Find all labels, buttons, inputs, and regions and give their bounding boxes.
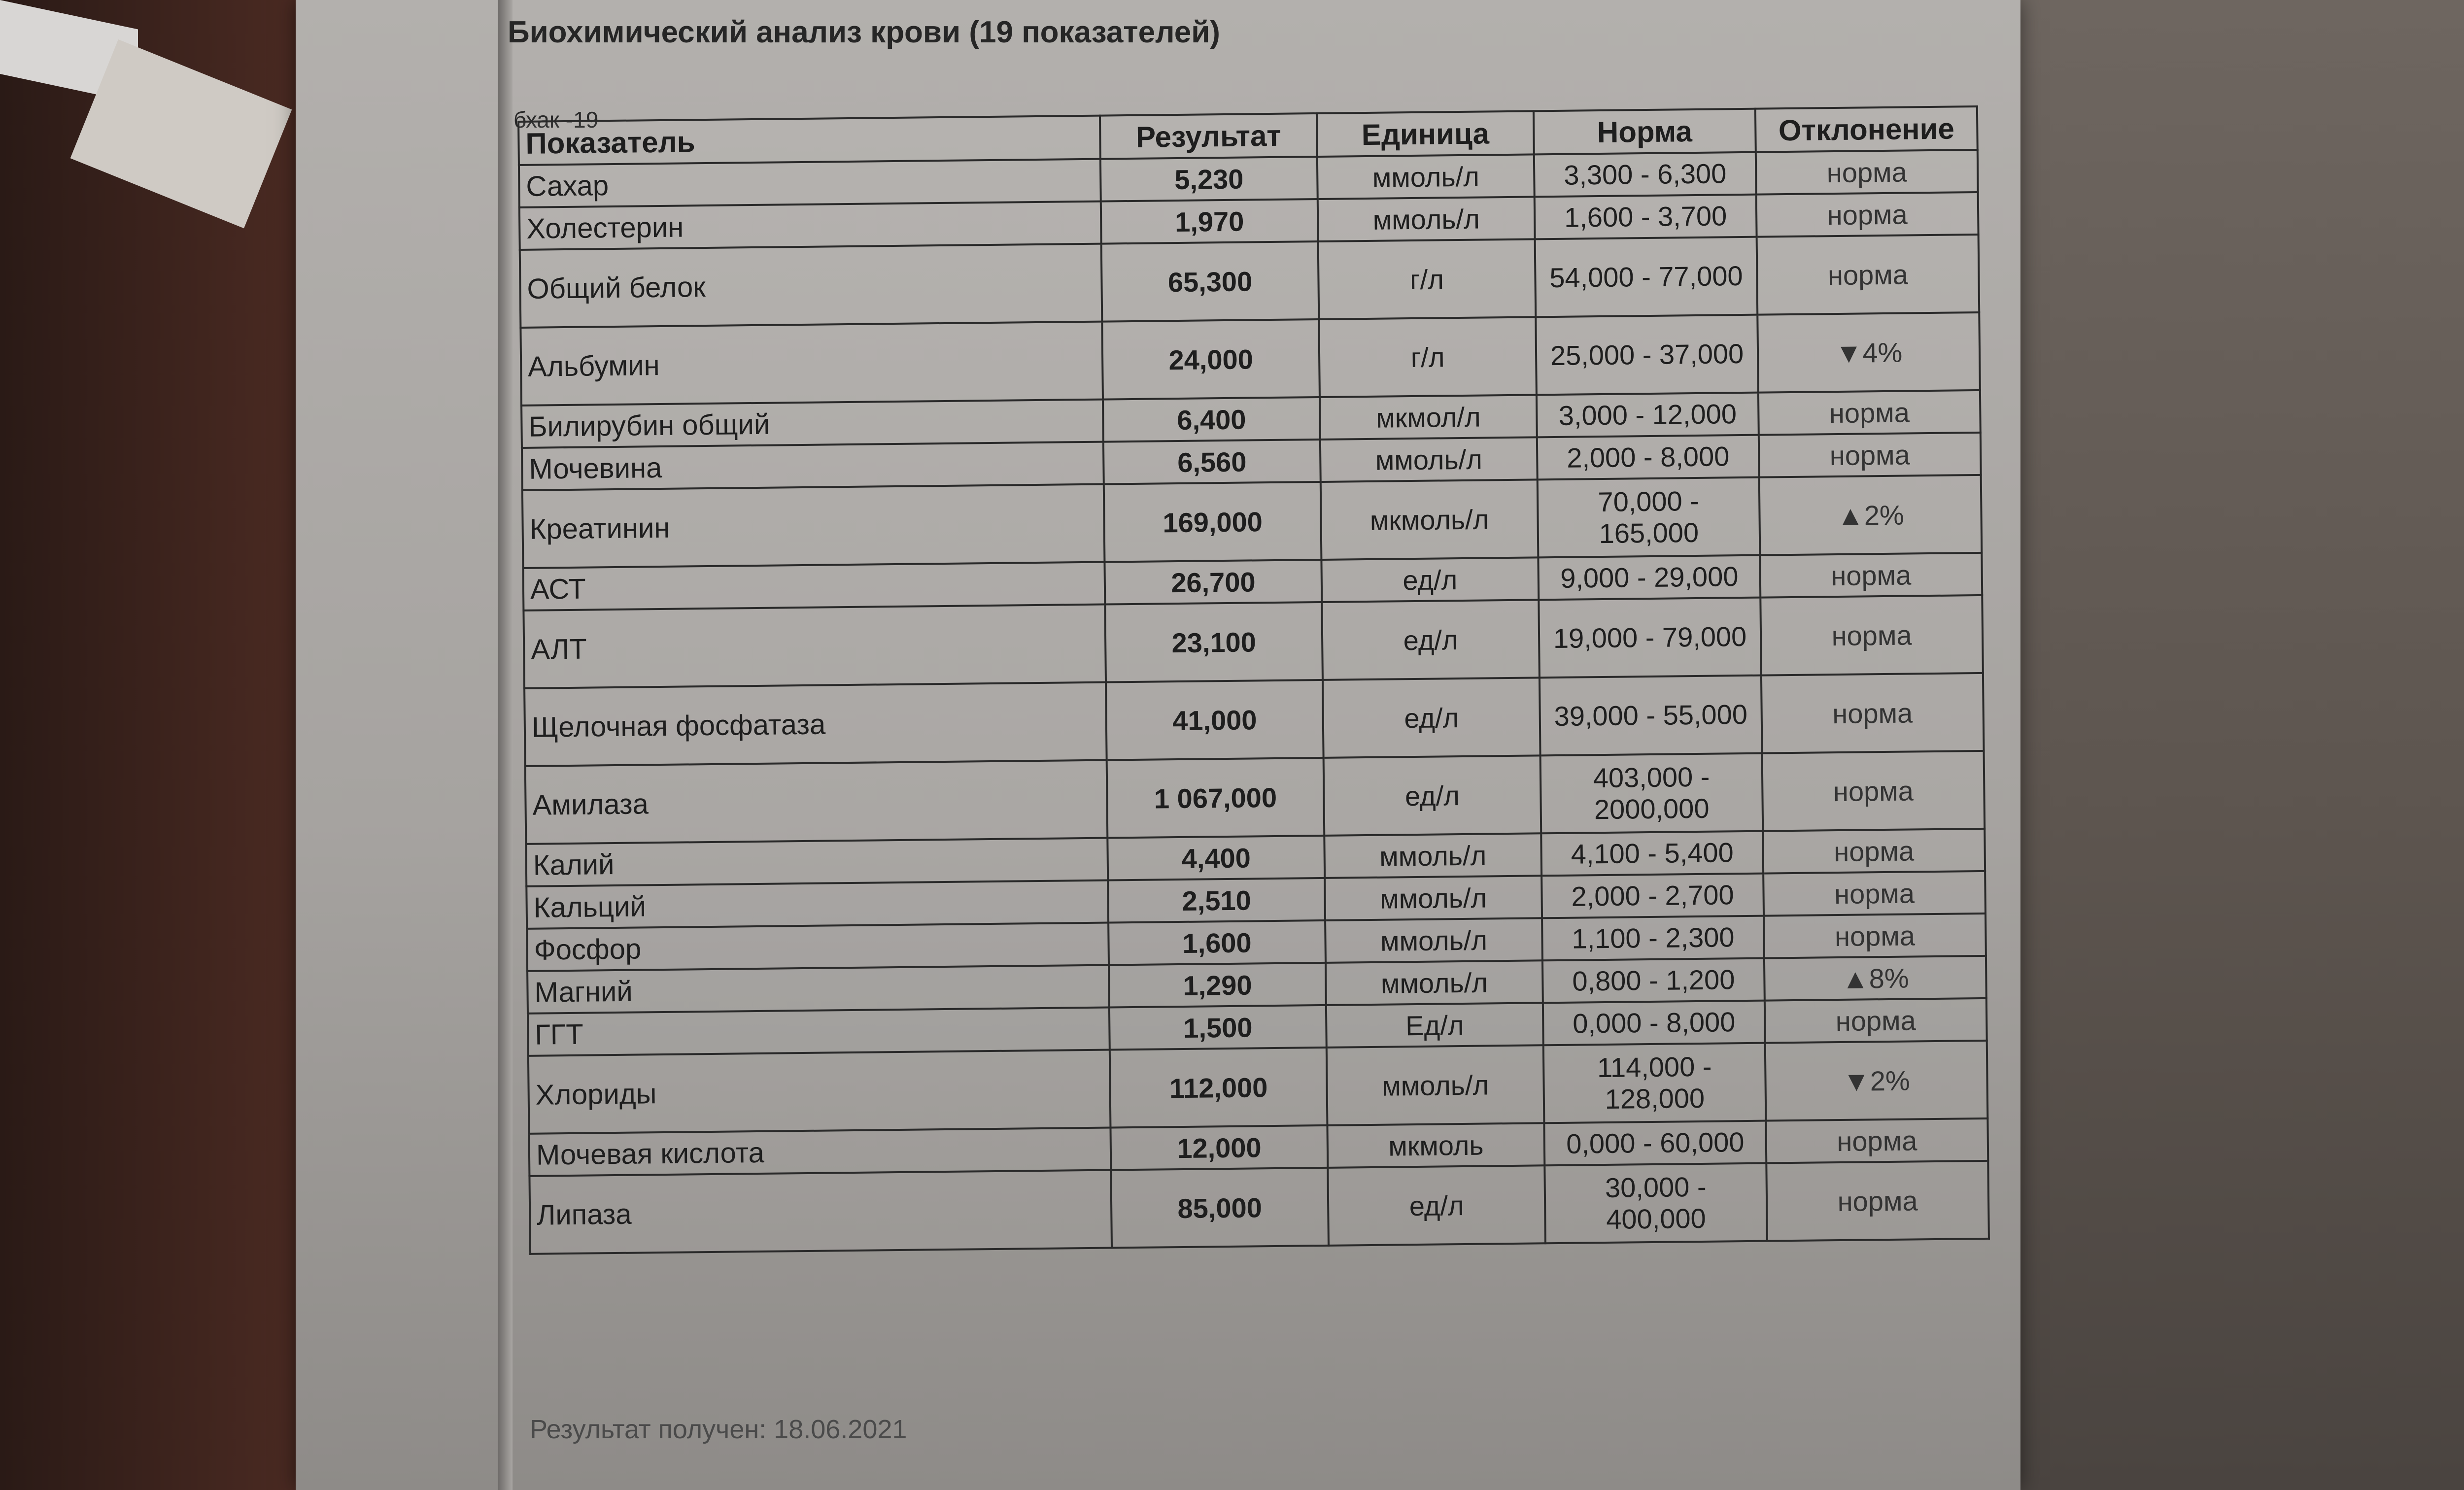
cell-deviation: норма xyxy=(1761,673,1984,753)
cell-result: 169,000 xyxy=(1104,482,1322,562)
cell-norm: 9,000 - 29,000 xyxy=(1538,555,1760,600)
cell-result: 26,700 xyxy=(1104,560,1322,605)
header-unit: Единица xyxy=(1317,111,1534,157)
cell-norm: 39,000 - 55,000 xyxy=(1540,676,1762,756)
cell-norm: 3,300 - 6,300 xyxy=(1534,152,1756,197)
cell-indicator: Хлориды xyxy=(528,1050,1111,1134)
table-row xyxy=(529,1161,1988,1254)
cell-norm: 0,000 - 8,000 xyxy=(1543,1001,1765,1046)
cell-indicator: Амилаза xyxy=(525,760,1108,844)
cell-norm: 4,100 - 5,400 xyxy=(1541,831,1763,876)
cell-indicator: Билирубин общий xyxy=(521,400,1103,448)
cell-unit: мкмоль xyxy=(1327,1123,1544,1168)
cell-result: 112,000 xyxy=(1110,1048,1328,1128)
cell-norm: 1,600 - 3,700 xyxy=(1535,195,1757,239)
cell-norm: 403,000 - 2000,000 xyxy=(1540,753,1763,834)
cell-deviation: норма xyxy=(1757,235,1980,315)
cell-result: 1 067,000 xyxy=(1107,758,1325,838)
cell-unit: ммоль/л xyxy=(1317,154,1535,199)
header-result: Результат xyxy=(1100,113,1317,159)
cell-indicator: Фосфор xyxy=(527,923,1109,971)
background-surface-right xyxy=(2001,0,2464,1490)
cell-norm: 0,000 - 60,000 xyxy=(1544,1121,1766,1166)
cell-result: 6,400 xyxy=(1103,397,1320,442)
cell-indicator: Липаза xyxy=(529,1170,1112,1254)
cell-norm: 1,100 - 2,300 xyxy=(1542,916,1764,961)
report-title: Биохимический анализ крови (19 показателей) xyxy=(508,15,1220,49)
cell-unit: ед/л xyxy=(1322,600,1540,680)
cell-norm: 114,000 - 128,000 xyxy=(1543,1043,1766,1123)
cell-unit: ммоль/л xyxy=(1326,960,1543,1005)
cell-result: 12,000 xyxy=(1110,1125,1328,1170)
cell-deviation: ▲8% xyxy=(1764,956,1986,1001)
cell-result: 2,510 xyxy=(1108,878,1325,923)
results-table xyxy=(517,105,1990,1255)
cell-deviation: норма xyxy=(1756,150,1978,195)
cell-unit: г/л xyxy=(1318,239,1536,319)
cell-norm: 70,000 - 165,000 xyxy=(1538,477,1760,558)
cell-norm: 30,000 - 400,000 xyxy=(1544,1163,1767,1244)
cell-deviation: норма xyxy=(1764,914,1986,958)
cell-result: 5,230 xyxy=(1100,157,1318,202)
cell-indicator: Мочевина xyxy=(522,442,1104,490)
cell-deviation: норма xyxy=(1765,998,1987,1043)
cell-unit: ед/л xyxy=(1328,1165,1545,1246)
cell-result: 1,290 xyxy=(1109,963,1326,1008)
table-row xyxy=(520,235,1979,328)
cell-unit: ед/л xyxy=(1324,755,1541,836)
cell-result: 1,600 xyxy=(1108,920,1326,965)
cell-indicator: Креатинин xyxy=(522,484,1105,568)
cell-deviation: норма xyxy=(1760,595,1983,676)
cell-deviation: ▼4% xyxy=(1757,312,1980,393)
cell-deviation: норма xyxy=(1762,751,1985,831)
table-row xyxy=(528,1041,1987,1134)
cell-indicator: Сахар xyxy=(519,159,1101,207)
cell-deviation: норма xyxy=(1763,829,1985,874)
cell-unit: ммоль/л xyxy=(1320,437,1538,482)
table-row xyxy=(525,751,1985,844)
cell-norm: 54,000 - 77,000 xyxy=(1535,237,1758,317)
cell-unit: ммоль/л xyxy=(1327,1045,1544,1125)
header-deviation: Отклонение xyxy=(1755,106,1978,152)
cell-indicator: Кальций xyxy=(526,880,1108,929)
cell-result: 65,300 xyxy=(1101,241,1319,322)
cell-deviation: норма xyxy=(1760,553,1982,598)
cell-result: 41,000 xyxy=(1106,680,1324,760)
cell-unit: мкмол/л xyxy=(1320,395,1537,440)
header-norm: Норма xyxy=(1534,109,1756,155)
cell-deviation: норма xyxy=(1759,433,1981,477)
cell-result: 85,000 xyxy=(1111,1168,1329,1248)
table-row xyxy=(522,475,1982,568)
cell-deviation: норма xyxy=(1758,390,1981,435)
cell-norm: 19,000 - 79,000 xyxy=(1539,598,1761,678)
cell-result: 6,560 xyxy=(1103,440,1321,484)
cell-indicator: Холестерин xyxy=(519,202,1101,250)
cell-result: 4,400 xyxy=(1107,836,1325,880)
cell-indicator: ГГТ xyxy=(528,1008,1110,1056)
cell-indicator: АСТ xyxy=(523,562,1105,610)
cell-unit: ед/л xyxy=(1323,677,1540,758)
cell-norm: 3,000 - 12,000 xyxy=(1537,393,1759,438)
table-row xyxy=(524,673,1984,766)
cell-deviation: ▲2% xyxy=(1759,475,1982,555)
cell-deviation: норма xyxy=(1766,1161,1989,1241)
page-fold xyxy=(498,0,513,1490)
result-date: Результат получен: 18.06.2021 xyxy=(530,1415,907,1444)
cell-deviation: норма xyxy=(1763,871,1985,916)
cell-unit: ммоль/л xyxy=(1324,833,1541,878)
cell-deviation: норма xyxy=(1766,1118,1988,1163)
header-indicator: Показатель xyxy=(518,116,1100,165)
cell-indicator: Щелочная фосфатаза xyxy=(524,682,1107,766)
cell-indicator: Альбумин xyxy=(520,322,1103,406)
cell-indicator: Магний xyxy=(527,965,1109,1014)
cell-result: 1,970 xyxy=(1101,199,1318,244)
cell-unit: ед/л xyxy=(1321,557,1539,602)
cell-result: 1,500 xyxy=(1109,1005,1327,1050)
cell-indicator: Калий xyxy=(526,838,1108,886)
cell-norm: 2,000 - 8,000 xyxy=(1537,435,1759,480)
cell-unit: ммоль/л xyxy=(1318,197,1535,241)
cell-unit: г/л xyxy=(1319,317,1537,397)
table-row xyxy=(520,312,1980,406)
cell-result: 24,000 xyxy=(1102,319,1320,400)
cell-norm: 0,800 - 1,200 xyxy=(1542,958,1765,1003)
cell-deviation: норма xyxy=(1756,192,1979,237)
cell-norm: 25,000 - 37,000 xyxy=(1536,315,1758,395)
cell-unit: ммоль/л xyxy=(1325,876,1542,920)
cell-result: 23,100 xyxy=(1105,602,1323,682)
cell-norm: 2,000 - 2,700 xyxy=(1541,874,1764,918)
cell-deviation: ▼2% xyxy=(1765,1041,1988,1121)
cell-unit: ммоль/л xyxy=(1325,918,1542,963)
report-code: бхак -19 xyxy=(513,107,599,133)
cell-indicator: АЛТ xyxy=(523,605,1106,688)
cell-indicator: Общий белок xyxy=(520,244,1102,328)
cell-indicator: Мочевая кислота xyxy=(529,1128,1111,1176)
cell-unit: Ед/л xyxy=(1326,1003,1543,1048)
cell-unit: мкмоль/л xyxy=(1321,479,1539,560)
table-row xyxy=(523,595,1983,688)
